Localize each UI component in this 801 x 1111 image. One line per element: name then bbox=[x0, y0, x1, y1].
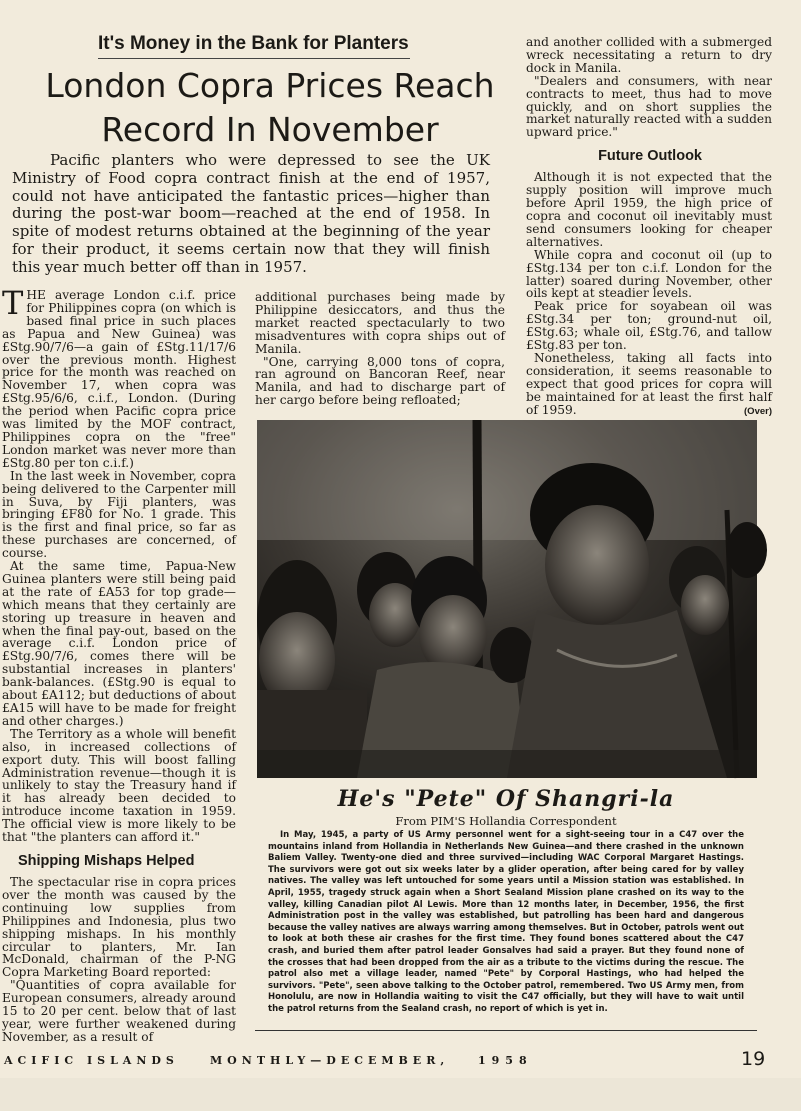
subhead-shipping: Shipping Mishaps Helped bbox=[18, 852, 195, 869]
col1-paragraph-1-text: HE average London c.i.f. price for Philippines copra (on which is based final price in such places as Papua and New Guinea) was £Stg.90/7/6—a gain of £Stg.11/17/6 over the previous month. Highest price for the month was reached on November 17, when copra was £Stg.95/6/6, c.i.f., London. (During the period when Pacific copra price was limited by the MOF contract, Philippines copra on the "free" London market was never more than £Stg.80 per ton c.i.f.) bbox=[2, 288, 236, 470]
col2-paragraph-2: "One, carrying 8,000 tons of copra, ran aground on Bancoran Reef, near Manila, and had to discharge part of her cargo before being refloated; bbox=[255, 354, 505, 408]
footer-magazine: ACIFIC ISLANDS bbox=[4, 1054, 179, 1067]
col3-paragraph-3: Although it is not expected that the supply position will improve much before April 1959, the high price of copra and coconut oil inevitably must send consumers looking for cheaper alternatives. bbox=[526, 170, 772, 249]
col3-paragraph-6-text: Nonetheless, taking all facts into consideration, it seems reasonable to expect that good prices for copra will be maintained for at least the first half of 1959. bbox=[526, 350, 772, 417]
col1-paragraph-4: The Territory as a whole will benefit also, in increased collections of export duty. This will boost falling Administration revenue—though it is unlikely to stay the Treasury hand if it has already been decided to introduce income taxation in 1959. The official view is more likely to be that "the planters can afford it." bbox=[2, 726, 236, 845]
column-2 bbox=[255, 291, 505, 413]
kicker-rule bbox=[98, 58, 410, 59]
page-footer bbox=[4, 1048, 794, 1076]
caption-byline: From PIM'S Hollandia Correspondent bbox=[395, 814, 617, 828]
col3-paragraph-2: "Dealers and consumers, with near contracts to meet, thus had to move quickly, and on short supplies the market naturally reacted with a sudden upward price." bbox=[526, 73, 772, 140]
footer-issue: MONTHLY—DECEMBER, bbox=[210, 1054, 450, 1067]
col2-paragraph-1: additional purchases being made by Philippine desiccators, and thus the market reacted spectacularly to two misadventures with copra ships out of Manila. bbox=[255, 290, 505, 356]
col3-paragraph-4: While copra and coconut oil (up to £Stg.134 per ton c.i.f. London for the latter) soared during November, other oils kept at steadier levels. bbox=[526, 247, 772, 301]
over-marker: (Over) bbox=[744, 405, 772, 417]
caption-body: In May, 1945, a party of US Army personnel went for a sight-seeing tour in a C47 over the mountains inland from Hollandia in Netherlands New Guinea—and there crashed in the unknown Baliem Valley. Twenty-one died and three survived—including WAC Corporal Margaret Hastings. The survivors were got out six weeks later by a glider operation, after being cared for by valley natives. The valley was left untouched for some years until a Mission station was established. In April, 1955, tragedy struck again when a Short Sealand Mission plane crashed on its way to the valley, killing Canadian pilot Al Lewis. More than 12 months later, in December, 1956, the first Administration post in the valley was established, but patrolling has been hard and dangerous because the valley natives are always warring among themselves. But in October, patrols went out to look at both these air crashes for the first time. They found bones scattered about the C47 crash, and buried them after patrol leader Gonsalves had said a prayer. But they found none of the crosses that had been dropped from the air as a tribute to the victims during the rescue. The patrol also met a village leader, named "Pete" by Corporal Hastings, who had helped the survivors. "Pete", seen above talking to the October patrol, remembered. Two US Army men, from Honolulu, are now in Hollandia waiting to visit the C47 officially, but they will have to wait until the patrol returns from the Sealand crash, no report of which is yet in. bbox=[268, 830, 744, 1014]
photo-pete-and-villagers bbox=[257, 420, 757, 778]
col1-paragraph-2: In the last week in November, copra being delivered to the Carpenter mill in Suva, by Fiji planters, was bringing £F80 for No. 1 grade. This is the first and final price, so far as these purchases are concerned, of course. bbox=[2, 468, 236, 561]
photo-image bbox=[257, 420, 757, 778]
footer-year: 1958 bbox=[478, 1054, 533, 1067]
col1-paragraph-1 bbox=[2, 284, 236, 470]
headline-line-2: Record In November bbox=[101, 110, 439, 149]
kicker-heading: It's Money in the Bank for Planters bbox=[98, 33, 409, 54]
headline-line-1: London Copra Prices Reach bbox=[45, 66, 495, 105]
col1-paragraph-3: At the same time, Papua-New Guinea planters were still being paid at the rate of £A53 for top grade—which means that they certainly are storing up treasure in heaven and when the final pay-out, based on the average c.i.f. London price of £Stg.90/7/6, comes there will be substantial increases in planters' bank-balances. (£Stg.90 is equal to about £A112; but deductions of about £A15 will have to be made for freight and other charges.) bbox=[2, 559, 236, 728]
page-bottom-margin bbox=[0, 1078, 801, 1111]
drop-cap: T bbox=[2, 284, 24, 322]
caption-title: He's "Pete" Of Shangri-la bbox=[337, 786, 675, 812]
intro-paragraph: Pacific planters who were depressed to see the UK Ministry of Food copra contract finish at the end of 1957, could not have anticipated the fantastic prices—higher than during the post-war boom—reached at the end of 1958. In spite of modest returns obtained at the beginning of the year for their product, it seems certain now that they will finish this year much better off than in 1957. bbox=[12, 151, 490, 276]
page-number: 19 bbox=[741, 1048, 766, 1070]
col1-paragraph-5: The spectacular rise in copra prices over the month was caused by the continuing low supplies from Philippines and Indonesia, plus two shipping mishaps. In his monthly circular to planters, Mr. Ian McDonald, chairman of the P-NG Copra Marketing Board reported: bbox=[2, 874, 236, 980]
headline bbox=[20, 64, 520, 152]
col1-paragraph-6: "Quantities of copra available for European consumers, already around 15 to 20 per cent. below that of last year, were further weakened during November, as a result of bbox=[2, 978, 236, 1044]
column-3 bbox=[526, 36, 772, 416]
column-1 bbox=[2, 284, 236, 1044]
col3-paragraph-5: Peak price for soyabean oil was £Stg.34 per ton; ground-nut oil, £Stg.63; whale oil, £Stg.76, and tallow £Stg.83 per ton. bbox=[526, 299, 772, 353]
col3-paragraph-6 bbox=[526, 352, 772, 417]
col3-paragraph-1: and another collided with a submerged wreck necessitating a return to dry dock in Manila. bbox=[526, 35, 772, 75]
subhead-future-outlook: Future Outlook bbox=[598, 148, 702, 165]
